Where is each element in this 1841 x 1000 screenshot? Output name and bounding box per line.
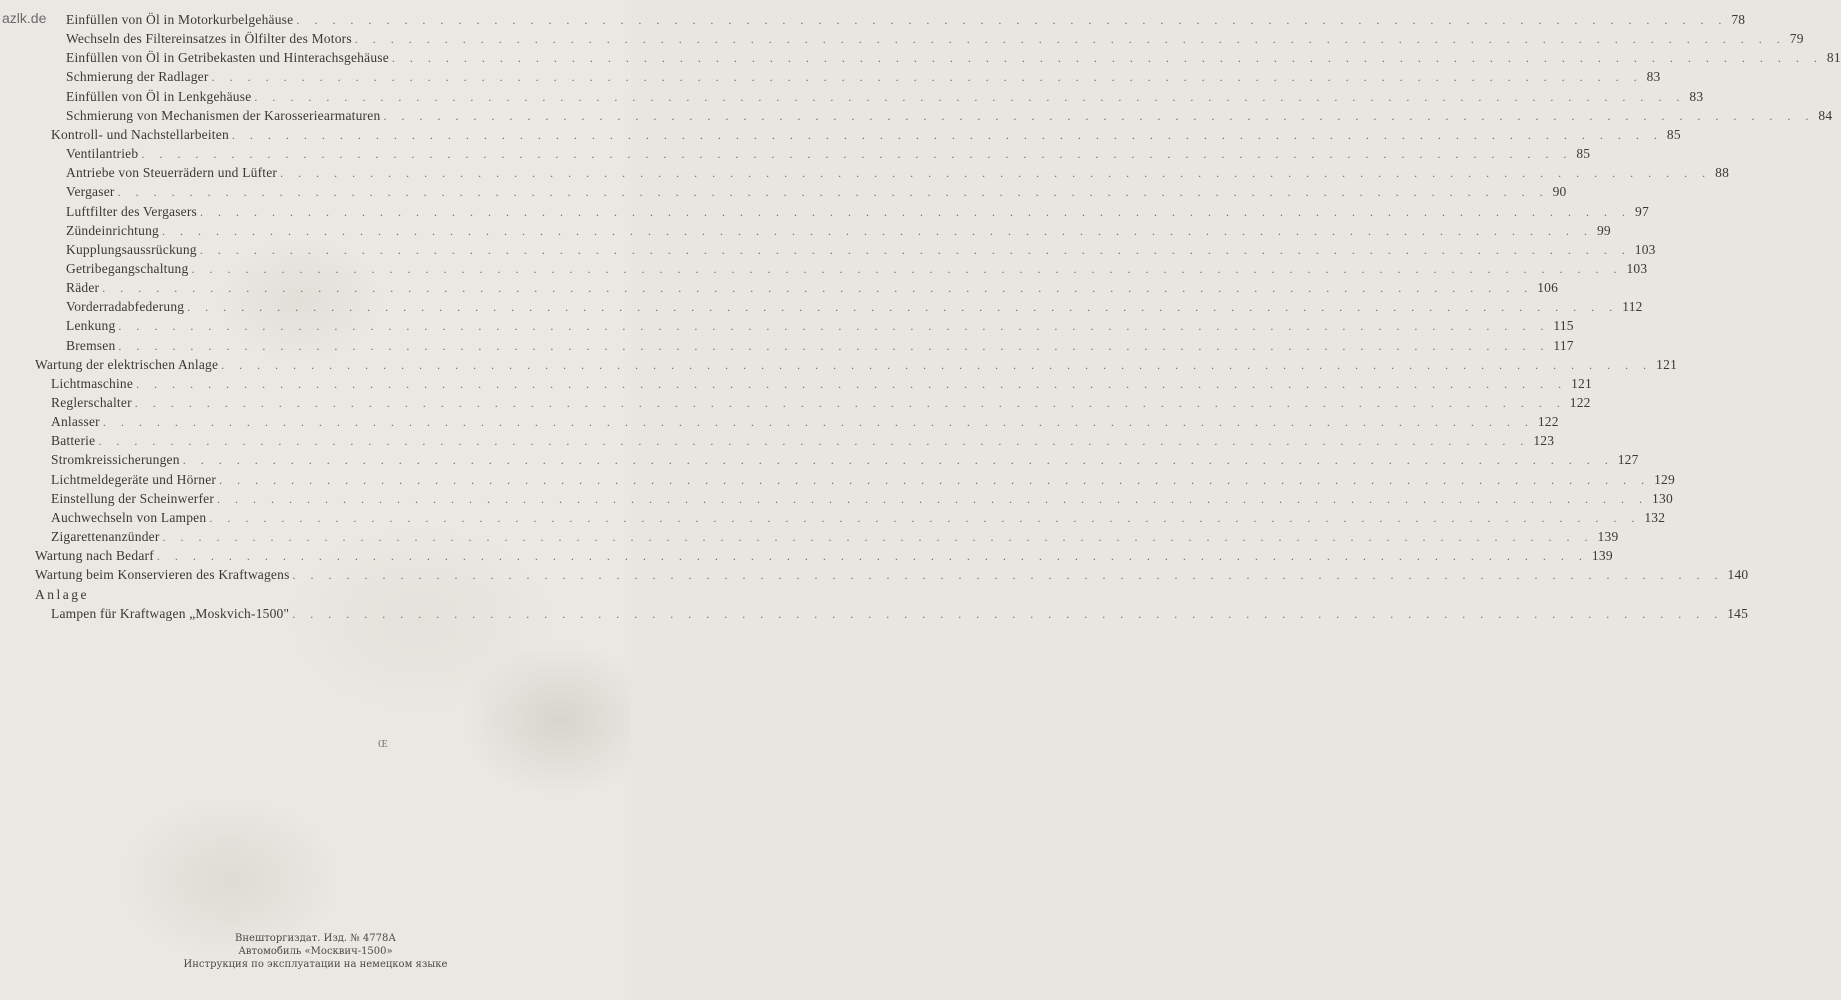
toc-entry-page: 78: [1731, 12, 1746, 27]
toc-entry-title: Kontroll- und Nachstellarbeiten: [51, 126, 229, 142]
toc-entry-title: Wartung beim Konservieren des Kraftwagens: [35, 567, 290, 583]
toc-dot-leader: . . . . . . . . . . . . . . . . . . . . . . . . . . . . . . . . . . . . . . . . . . . . . . . . . . . . . . . . . . . . . . . . . . . . . . . . . . . . . . . .: [280, 166, 1712, 181]
toc-entry-page: 106: [1537, 280, 1559, 296]
toc-entry: [0, 50, 1841, 69]
toc-entry-page: 139: [1597, 529, 1619, 545]
toc-entry: [0, 567, 1749, 586]
toc-entry-page: 88: [1715, 165, 1730, 181]
toc-dot-leader: . . . . . . . . . . . . . . . . . . . . . . . . . . . . . . . . . . . . . . . . . . . . . . . . . . . . . . . . . . . . . . . . . . . . . . . . . . . . . . . .: [209, 510, 1641, 525]
toc-entry-page: 145: [1727, 605, 1749, 621]
toc-entry-title: Wechseln des Filtereinsatzes in Ölfilter des Motors: [66, 31, 352, 47]
toc-entry-title: Lichtmaschine: [51, 375, 134, 391]
stray-print-mark: Œ: [378, 738, 388, 750]
toc-entry-title: Einfüllen von Öl in Lenkgehäuse: [66, 88, 252, 104]
imprint-line-description: Инструкция по эксплуатации на немецком языке: [183, 959, 448, 970]
toc-dot-leader: . . . . . . . . . . . . . . . . . . . . . . . . . . . . . . . . . . . . . . . . . . . . . . . . . . . . . . . . . . . . . . . . . . . . . . . . . . . . . . . .: [221, 357, 1653, 372]
toc-entry-page: 115: [1553, 318, 1574, 334]
toc-entry-title: Anlasser: [51, 414, 100, 430]
toc-entry-page: 139: [1591, 548, 1613, 564]
toc-entry-title: Vorderradabfederung: [66, 299, 185, 315]
toc-entry-page: 103: [1626, 260, 1648, 276]
toc-entry-page: 130: [1652, 490, 1673, 506]
toc-entry: [0, 280, 1559, 299]
toc-entry-title: Reglerschalter: [51, 395, 132, 410]
toc-entry: [0, 12, 1746, 31]
toc-entry: [0, 69, 1661, 88]
site-watermark: azlk.de: [2, 10, 47, 26]
toc-entry-page: 99: [1596, 222, 1611, 238]
toc-entry-title: Räder: [66, 280, 100, 296]
toc-entry-title: Einstellung der Scheinwerfer: [51, 490, 215, 506]
toc-entry: [0, 395, 1591, 414]
toc-dot-leader: . . . . . . . . . . . . . . . . . . . . . . . . . . . . . . . . . . . . . . . . . . . . . . . . . . . . . . . . . . . . . . . . . . . . . . . . . . . . . . . .: [141, 147, 1573, 162]
toc-dot-leader: . . . . . . . . . . . . . . . . . . . . . . . . . . . . . . . . . . . . . . . . . . . . . . . . . . . . . . . . . . . . . . . . . . . . . . . . . . . . . . . .: [211, 70, 1643, 85]
toc-entry-page: 140: [1727, 567, 1749, 583]
toc-entry: [0, 184, 1567, 203]
toc-entry: [0, 107, 1833, 127]
toc-dot-leader: . . . . . . . . . . . . . . . . . . . . . . . . . . . . . . . . . . . . . . . . . . . . . . . . . . . . . . . . . . . . . . . . . . . . . . . . . . . . . . . .: [187, 300, 1619, 315]
toc-entry-page: 132: [1644, 509, 1666, 525]
toc-entry-title: Ventilantrieb: [66, 146, 139, 162]
toc-entry-page: 123: [1533, 433, 1555, 449]
toc-entry: [0, 529, 1619, 548]
toc-entry-title: Schmierung von Mechanismen der Karosseriearmaturen: [66, 107, 381, 123]
toc-entry: [0, 299, 1643, 318]
toc-dot-leader: . . . . . . . . . . . . . . . . . . . . . . . . . . . . . . . . . . . . . . . . . . . . . . . . . . . . . . . . . . . . . . . . . . . . . . . . . . . . . . . .: [199, 242, 1631, 257]
toc-entry-page: 129: [1654, 471, 1675, 487]
toc-entry-title: Batterie: [51, 433, 96, 449]
toc-entry-title: Lampen für Kraftwagen „Moskvich-1500": [51, 605, 290, 621]
toc-dot-leader: . . . . . . . . . . . . . . . . . . . . . . . . . . . . . . . . . . . . . . . . . . . . . . . . . . . . . . . . . . . . . . . . . . . . . . . . . . . . . . . .: [156, 549, 1588, 564]
toc-dot-leader: . . . . . . . . . . . . . . . . . . . . . . . . . . . . . . . . . . . . . . . . . . . . . . . . . . . . . . . . . . . . . . . . . . . . . . . . . . . . . . . .: [200, 204, 1632, 219]
toc-entry-page: 117: [1553, 337, 1574, 353]
toc-entry-page: 97: [1635, 203, 1649, 219]
toc-entry-title: Anlage: [35, 586, 89, 602]
toc-dot-leader: . . . . . . . . . . . . . . . . . . . . . . . . . . . . . . . . . . . . . . . . . . . . . . . . . . . . . . . . . . . . . . . . . . . . . . . . . . . . . . . .: [117, 185, 1549, 200]
toc-entry: [0, 452, 1639, 471]
toc-dot-leader: . . . . . . . . . . . . . . . . . . . . . . . . . . . . . . . . . . . . . . . . . . . . . . . . . . . . . . . . . . . . . . . . . . . . . . . . . . . . . . . .: [219, 472, 1651, 487]
toc-entry: [0, 241, 1656, 261]
toc-dot-leader: . . . . . . . . . . . . . . . . . . . . . . . . . . . . . . . . . . . . . . . . . . . . . . . . . . . . . . . . . . . . . . . . . . . . . . . . . . . . . . . .: [102, 415, 1534, 430]
toc-entry-title: Bremsen: [66, 337, 116, 353]
toc-dot-leader: . . . . . . . . . . . . . . . . . . . . . . . . . . . . . . . . . . . . . . . . . . . . . . . . . . . . . . . . . . . . . . . . . . . . . . . . . . . . . . . .: [354, 32, 1786, 47]
toc-entry-page: 103: [1634, 241, 1656, 257]
toc-entry: [0, 31, 1804, 50]
toc-entry: [0, 126, 1681, 146]
toc-entry-page: 112: [1622, 299, 1643, 315]
toc-entry: [0, 375, 1592, 395]
toc-entry: [0, 222, 1611, 242]
toc-entry: [0, 88, 1704, 108]
toc-entry: [0, 587, 627, 606]
toc-entry-page: 122: [1537, 414, 1559, 430]
toc-entry: [0, 356, 1678, 376]
toc-entry: [0, 548, 1613, 567]
toc-entry-page: 121: [1656, 356, 1678, 372]
toc-dot-leader: . . . . . . . . . . . . . . . . . . . . . . . . . . . . . . . . . . . . . . . . . . . . . . . . . . . . . . . . . . . . . . . . . . . . . . . . . . . . . . . .: [102, 281, 1534, 296]
toc-entry-page: 85: [1666, 126, 1681, 142]
toc-entry-title: Schmierung der Radlager: [66, 69, 209, 85]
toc-dot-leader: . . . . . . . . . . . . . . . . . . . . . . . . . . . . . . . . . . . . . . . . . . . . . . . . . . . . . . . . . . . . . . . . . . . . . . . . . . . . . . . .: [231, 127, 1663, 142]
toc-entry-title: Vergaser: [66, 184, 115, 200]
toc-dot-leader: . . . . . . . . . . . . . . . . . . . . . . . . . . . . . . . . . . . . . . . . . . . . . . . . . . . . . . . . . . . . . . . . . . . . . . . . . . . . . . . .: [162, 530, 1594, 545]
toc-entry-title: Stromkreissicherungen: [51, 452, 180, 468]
toc-entry: [0, 605, 1749, 625]
toc-entry-title: Lenkung: [66, 318, 116, 334]
toc-dot-leader: . . . . . . . . . . . . . . . . . . . . . . . . . . . . . . . . . . . . . . . . . . . . . . . . . . . . . . . . . . . . . . . . . . . . . . . . . . . . . . . .: [292, 606, 1724, 621]
toc-dot-leader: . . . . . . . . . . . . . . . . . . . . . . . . . . . . . . . . . . . . . . . . . . . . . . . . . . . . . . . . . . . . . . . . . . . . . . . . . . . . . . . .: [254, 89, 1686, 104]
toc-entry: [0, 490, 1673, 510]
toc-entry-title: Zündeinrichtung: [66, 222, 159, 238]
toc-entry: [0, 414, 1559, 433]
toc-entry: [0, 146, 1591, 165]
imprint-line-title: Автомобиль «Москвич-1500»: [238, 946, 393, 957]
toc-entry-title: Auchwechseln von Lampen: [51, 509, 207, 525]
toc-entry-page: 85: [1576, 146, 1591, 162]
toc-entry: [0, 471, 1675, 491]
toc-entry: [0, 260, 1648, 280]
toc-dot-leader: . . . . . . . . . . . . . . . . . . . . . . . . . . . . . . . . . . . . . . . . . . . . . . . . . . . . . . . . . . . . . . . . . . . . . . . . . . . . . . . .: [136, 376, 1568, 391]
toc-entry: [0, 165, 1730, 184]
toc-dot-leader: . . . . . . . . . . . . . . . . . . . . . . . . . . . . . . . . . . . . . . . . . . . . . . . . . . . . . . . . . . . . . . . . . . . . . . . . . . . . . . . .: [118, 338, 1550, 353]
toc-dot-leader: . . . . . . . . . . . . . . . . . . . . . . . . . . . . . . . . . . . . . . . . . . . . . . . . . . . . . . . . . . . . . . . . . . . . . . . . . . . . . . . .: [292, 568, 1724, 583]
toc-entry-title: Lichtmeldegeräte und Hörner: [51, 471, 217, 487]
toc-entry-title: Einfüllen von Öl in Motorkurbelgehäuse: [66, 12, 294, 27]
imprint-line-publisher: Внешторгиздат. Изд. № 4778А: [235, 933, 396, 944]
toc-entry-title: Einfüllen von Öl in Getribekasten und Hinterachsgehäuse: [66, 50, 389, 66]
toc-entry-title: Kupplungsaussrückung: [66, 241, 197, 257]
toc-entry-title: Getribegangschaltung: [66, 260, 189, 276]
toc-entry-page: 90: [1552, 184, 1567, 200]
publisher-imprint: [0, 932, 631, 971]
toc-entry: [0, 318, 1574, 337]
toc-dot-leader: . . . . . . . . . . . . . . . . . . . . . . . . . . . . . . . . . . . . . . . . . . . . . . . . . . . . . . . . . . . . . . . . . . . . . . . . . . . . . . . .: [191, 261, 1623, 276]
toc-entry-title: Wartung der elektrischen Anlage: [35, 356, 219, 372]
toc-entry-page: 121: [1571, 375, 1592, 391]
toc-entry: [0, 203, 1649, 223]
toc-dot-leader: . . . . . . . . . . . . . . . . . . . . . . . . . . . . . . . . . . . . . . . . . . . . . . . . . . . . . . . . . . . . . . . . . . . . . . . . . . . . . . . .: [217, 491, 1649, 506]
toc-entry-page: 83: [1646, 69, 1661, 85]
toc-entry-title: Zigarettenanzünder: [51, 529, 160, 545]
toc-entry-title: Antriebe von Steuerrädern und Lüfter: [66, 165, 278, 181]
toc-entry-page: 127: [1617, 452, 1639, 468]
toc-dot-leader: . . . . . . . . . . . . . . . . . . . . . . . . . . . . . . . . . . . . . . . . . . . . . . . . . . . . . . . . . . . . . . . . . . . . . . . . . . . . . . . .: [383, 108, 1815, 123]
toc-dot-leader: . . . . . . . . . . . . . . . . . . . . . . . . . . . . . . . . . . . . . . . . . . . . . . . . . . . . . . . . . . . . . . . . . . . . . . . . . . . . . . . .: [118, 319, 1550, 334]
toc-entry-page: 122: [1569, 395, 1591, 410]
toc-entry-page: 79: [1789, 31, 1804, 47]
toc-entry: [0, 433, 1555, 452]
toc-entry: [0, 509, 1666, 529]
toc-entry-page: 84: [1818, 107, 1833, 123]
toc-entry-title: Wartung nach Bedarf: [35, 548, 154, 564]
toc-dot-leader: . . . . . . . . . . . . . . . . . . . . . . . . . . . . . . . . . . . . . . . . . . . . . . . . . . . . . . . . . . . . . . . . . . . . . . . . . . . . . . . .: [391, 51, 1823, 66]
toc-entry: [0, 337, 1574, 357]
toc-dot-leader: . . . . . . . . . . . . . . . . . . . . . . . . . . . . . . . . . . . . . . . . . . . . . . . . . . . . . . . . . . . . . . . . . . . . . . . . . . . . . . . .: [296, 13, 1728, 27]
toc-dot-leader: . . . . . . . . . . . . . . . . . . . . . . . . . . . . . . . . . . . . . . . . . . . . . . . . . . . . . . . . . . . . . . . . . . . . . . . . . . . . . . . .: [182, 453, 1614, 468]
toc-dot-leader: . . . . . . . . . . . . . . . . . . . . . . . . . . . . . . . . . . . . . . . . . . . . . . . . . . . . . . . . . . . . . . . . . . . . . . . . . . . . . . . .: [134, 396, 1566, 410]
toc-dot-leader: . . . . . . . . . . . . . . . . . . . . . . . . . . . . . . . . . . . . . . . . . . . . . . . . . . . . . . . . . . . . . . . . . . . . . . . . . . . . . . . .: [161, 223, 1593, 238]
toc-entry-title: Luftfilter des Vergasers: [66, 203, 198, 219]
toc-entry-page: 83: [1689, 88, 1704, 104]
toc-entry-page: 81: [1826, 50, 1841, 66]
toc-dot-leader: . . . . . . . . . . . . . . . . . . . . . . . . . . . . . . . . . . . . . . . . . . . . . . . . . . . . . . . . . . . . . . . . . . . . . . . . . . . . . . . .: [98, 434, 1530, 449]
